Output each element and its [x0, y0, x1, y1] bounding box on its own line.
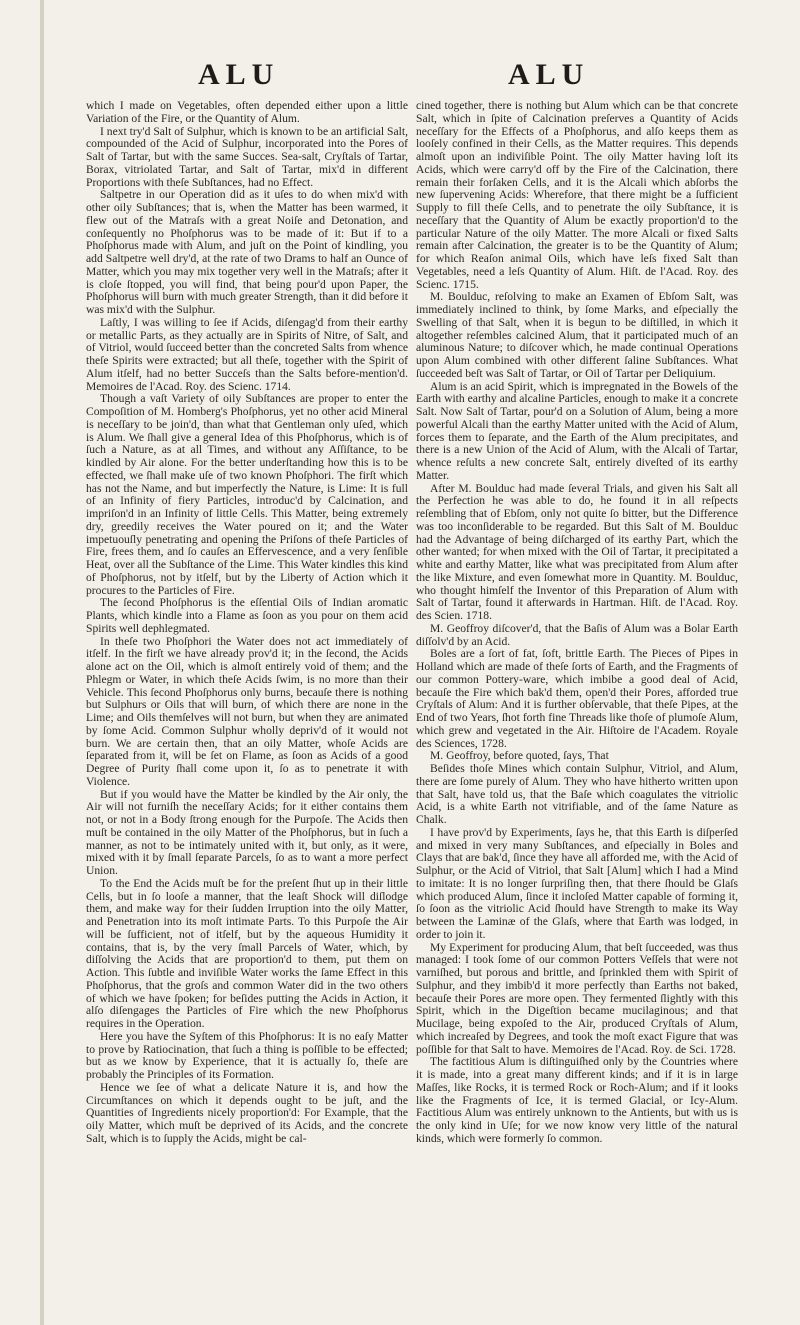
paragraph: The factitious Alum is diſtinguiſhed only by the Countries where it is made, into a great many different kinds; and if it is in large Maſſes, like Rocks, it is termed Rock or Roch-Alum; and if it looks like the Fragments of Ice, it is termed Glacial, or Icy-Alum. Factitious Alum was entirely unknown to the Antients, but with us is the only kind in Uſe; for we now know very little of the natural kinds, which were formerly ſo common.: [416, 1055, 738, 1145]
paragraph: Boles are a ſort of fat, ſoft, brittle Earth. The Pieces of Pipes in Holland which are made of theſe ſorts of Earth, and the Fragments of our common Pottery-ware, which imbibe a good deal of Acid, becauſe the Fire which bak'd them, open'd their Pores, afforded true Cryſtals of Alum: And it is further obſervable, that theſe Pipes, at the End of two Years, ſhot forth fine Threads like thoſe of plumoſe Alum, which grew and vegetated in the Air. Hiſtoire de l'Academ. Royale des Sciences, 1728.: [416, 647, 738, 750]
running-head-left: ALU: [198, 58, 280, 91]
paragraph: Hence we ſee of what a delicate Nature it is, and how the Circumſtances on which it depends ought to be juſt, and the Quantities of Ingredients nicely proportion'd: For Example, that the oily Matter, which muſt be deprived of its Acids, and the concrete Salt, which is to ſupply the Acids, might be cal-: [86, 1080, 408, 1145]
paragraph: After M. Boulduc had made ſeveral Trials, and given his Salt all the Perfection he was able to do, he found it in all reſpects reſembling that of Ebſom, only not quite ſo bitter, but the Difference was too inconſiderable to be regarded. But this Salt of M. Boulduc had the Advantage of being diſcharged of its earthy Part, which the other wanted; for when mixed with the Oil of Tartar, it precipitated a white and earthy Matter, like what was precipitated from Alum after the like Mixture, and even ſomewhat more in Quantity. M. Boulduc, who thought himſelf the Inventor of this Preparation of Alum with Salt of Tartar, found it afterwards in Hartman. Hiſt. de l'Acad. Roy. des Scien. 1718.: [416, 481, 738, 622]
running-head-right: ALU: [508, 58, 590, 91]
right-column: [416, 100, 738, 1300]
paragraph: I next try'd Salt of Sulphur, which is known to be an artificial Salt, compounded of the Acid of Sulphur, incorporated into the Pores of Salt of Tartar, but with the same Succes. Sea-salt, Cryſtals of Tartar, Borax, vitriolated Tartar, and Salt of Tartar, mix'd in different Proportions with theſe Subſtances, had no Effect.: [86, 124, 408, 189]
paragraph: Saltpetre in our Operation did as it uſes to do when mix'd with other oily Subſtances; that is, when the Matter has been warmed, it flew out of the Matraſs with a great Noiſe and Detonation, and conſequently no Phoſphorus was to be made of it: But if to a Phoſphorus made with Alum, and juſt on the Point of kindling, you add Saltpetre well dry'd, at the rate of two Drams to half an Ounce of Matter, which you may mix together very well in the Matraſs; after it is cloſe ſtopped, you will find, that being pour'd upon Paper, the Phoſphorus will burn with much greater Strength, than it did before it was mix'd with the Sulphur.: [86, 188, 408, 316]
paragraph: To the End the Acids muſt be for the preſent ſhut up in their little Cells, but in ſo looſe a manner, that the leaſt Shock will diſlodge them, and make way for their ſudden Irruption into the oily Matter, and Penetration into its moſt intimate Parts. To this Purpoſe the Air will be ſufficient, not of itſelf, but by the aqueous Humidity it contains, that is, by the very ſmall Parcels of Water, which, by diſſolving the Acids that are proportion'd to them, put them on Action. This ſubtle and inviſible Water works the ſame Effect in this Phoſphorus, that the groſs and common Water did in the two others of which we have ſpoken; for beſides putting the Acids in Action, it alſo diſengages the Particles of Fire which the new Phoſphorus requires in the Operation.: [86, 876, 408, 1030]
running-head: [0, 58, 800, 98]
binding-edge: [40, 0, 44, 1325]
paragraph: My Experiment for producing Alum, that beſt ſucceeded, was thus managed: I took ſome of our common Potters Veſſels that were not varniſhed, but porous and brittle, and ſprinkled them with Spirit of Sulphur, and they imbib'd it more perfectly than Earths not baked, becauſe their Pores are more open. They fermented ſlightly with this Spirit, which in the Digeſtion became mucilaginous; and that Mucilage, being expoſed to the Air, produced Cryſtals of Alum, which increaſed by Degrees, and took the moſt exact Figure that was poſſible for that Salt to have. Memoires de l'Acad. Roy. de Sci. 1728.: [416, 940, 738, 1056]
paragraph: But if you would have the Matter be kindled by the Air only, the Air will not furniſh the neceſſary Acids; for it either contains them not, or not in a Body ſtrong enough for the Purpoſe. The Acids then muſt be contained in the oily Matter of the Phoſphorus, but in ſuch a manner, as not to be intimately united with it, but only, as it were, mixed with it by ſmall ſeparate Parcels, ſo as to want a more perfect Union.: [86, 787, 408, 877]
paragraph: Laſtly, I was willing to ſee if Acids, diſengag'd from their earthy or metallic Parts, as they actually are in Spirits of Nitre, of Salt, and of Vitriol, would ſucceed better than the concreted Salts from whence theſe Spirits were extracted; but all theſe, together with the Spirit of Alum itſelf, had no better Succeſs than the Salts before-mention'd. Memoires de l'Acad. Roy. des Scienc. 1714.: [86, 315, 408, 393]
paragraph: Though a vaſt Variety of oily Subſtances are proper to enter the Compoſition of M. Homberg's Phoſphorus, yet no other acid Mineral is neceſſary to be join'd, than what that Gentleman only uſed, which is Alum. We ſhall give a general Idea of this Phoſphorus, which is of ſuch a Nature, as at all Times, and without any Aſſiſtance, to be kindled by Air alone. For the better underſtanding how this is to be effected, we ſhall make uſe of two known Phoſphori. The firſt which has not the Name, and but imperfectly the Nature, is Lime: It is full of an Infinity of fiery Particles, introduc'd by Calcination, and impriſon'd in an Infinity of little Cells. This Matter, being extremely dry, greedily receives the Water poured on it; and the Water impetuouſly penetrating and opening the Priſons of theſe Particles of Fire, frees them, and ſo cauſes an Effervescence, and a very ſenſible Heat, over all the Subſtance of the Lime. This Water kindles this kind of Phoſphorus, not by itſelf, but by the Liberty of Action which it procures to the Particles of Fire.: [86, 392, 408, 597]
paragraph: Here you have the Syſtem of this Phoſphorus: It is no eaſy Matter to prove by Ratiocination, that ſuch a thing is poſſible to be effected; but as we know by Experience, that it is actually ſo, theſe are probably the Principles of its Formation.: [86, 1029, 408, 1081]
paragraph: The ſecond Phoſphorus is the eſſential Oils of Indian aromatic Plants, which kindle into a Flame as ſoon as you pour on them acid Spirits well dephlegmated.: [86, 596, 408, 635]
paragraph: which I made on Vegetables, often depended either upon a little Variation of the Fire, or the Quantity of Alum.: [86, 100, 408, 125]
paragraph: M. Boulduc, reſolving to make an Examen of Ebſom Salt, was immediately inclined to think, by ſome Marks, and eſpecially the Swelling of that Salt, when it is begun to be diſtilled, in which it altogether reſembles calcined Alum, that it participated much of an aluminous Nature; to diſcover which, he made continual Operations upon Alum combined with other different ſaline Subſtances. What ſucceeded beſt was Salt of Tartar, or Oil of Tartar per Deliquium.: [416, 290, 738, 380]
paragraph: Alum is an acid Spirit, which is impregnated in the Bowels of the Earth with earthy and alcaline Particles, enough to make it a concrete Salt. Now Salt of Tartar, pour'd on a Solution of Alum, being a more powerful Alcali than the earthy Matter united with the Acid of Alum, forces them to ſeparate, and the Earth of the Alum precipitates, and there is a new Union of the Acid of Alum, with the Alcali of Tartar, whence reſults a new concrete Salt, entirely diveſted of its earthy Matter.: [416, 379, 738, 482]
paragraph: M. Geoffroy, before quoted, ſays, That: [430, 749, 609, 763]
paragraph: Beſides thoſe Mines which contain Sulphur, Vitriol, and Alum, there are ſome purely of Alum. They who have hitherto written upon that Salt, have told us, that the Baſe which coagulates the vitriolic Acid, is a white Earth not vitrifiable, and of the ſame Nature as Chalk.: [416, 762, 738, 826]
left-column: [86, 100, 408, 1300]
paragraph: In theſe two Phoſphori the Water does not act immediately of itſelf. In the firſt we have already prov'd it; in the ſecond, the Acids alone act on the Oil, which is almoſt entirely void of them; and the Phlegm or Water, in which theſe Acids ſwim, is no more than their Vehicle. This ſecond Phoſphorus only burns, becauſe there is nothing but Sulphurs or Oils that will burn, of which there are none in the Lime; and Oils themſelves will not burn, but when they are animated by ſome Acid. Common Sulphur wholly depriv'd of it would not burn. We are certain then, that an oily Matter, whoſe Acids are ſeparated from it, will be ſet on Flame, as ſoon as Acids of a good Degree of Purity ſhall come upon it, ſo as to penetrate it with Violence.: [86, 634, 408, 788]
paragraph: I have prov'd by Experiments, ſays he, that this Earth is diſperſed and mixed in very many Subſtances, and eſpecially in Boles and Clays that are bak'd, ſince they have all afforded me, with the Acid of Sulphur, or the Acid of Vitriol, that Salt [Alum] which I had a Mind to imitate: It is no longer ſurpriſing then, that there ſhould be Glaſs which produced Alum, ſince it incloſed Matter capable of forming it, ſo ſoon as the vitriolic Acid ſhould have Strength to make its Way between the Laminæ of the Glaſs, where that Earth was lodged, in order to join it.: [416, 825, 738, 941]
paragraph: cined together, there is nothing but Alum which can be that concrete Salt, which in ſpite of Calcination preſerves a Quantity of Acids neceſſary for the Effects of a Phoſphorus, and alſo keeps them as looſely confined in their Cells, as the Matter requires. This depends almoſt upon an indiviſible Point. The oily Matter having loſt its Acids, which were carry'd off by the Fire of the Calcination, there remain their forſaken Cells, and it is the Alcali which abſorbs the new ſupervening Acids: Wherefore, that there might be a ſufficient Supply to fill theſe Cells, and to penetrate the oily Subſtance, it is neceſſary that the Quantity of Alum be exactly proportion'd to the particular Nature of the oily Matter. The more Alcali or fixed Salts remain after Calcination, the greater is to be the Quantity of Alum; for which Reaſon animal Oils, which have leſs fixed Salt than Vegetables, need a leſs Quantity of Alum. Hiſt. de l'Acad. Roy. des Scienc. 1715.: [416, 100, 738, 291]
paragraph: M. Geoffroy diſcover'd, that the Baſis of Alum was a Bolar Earth diſſolv'd by an Acid.: [416, 621, 738, 648]
